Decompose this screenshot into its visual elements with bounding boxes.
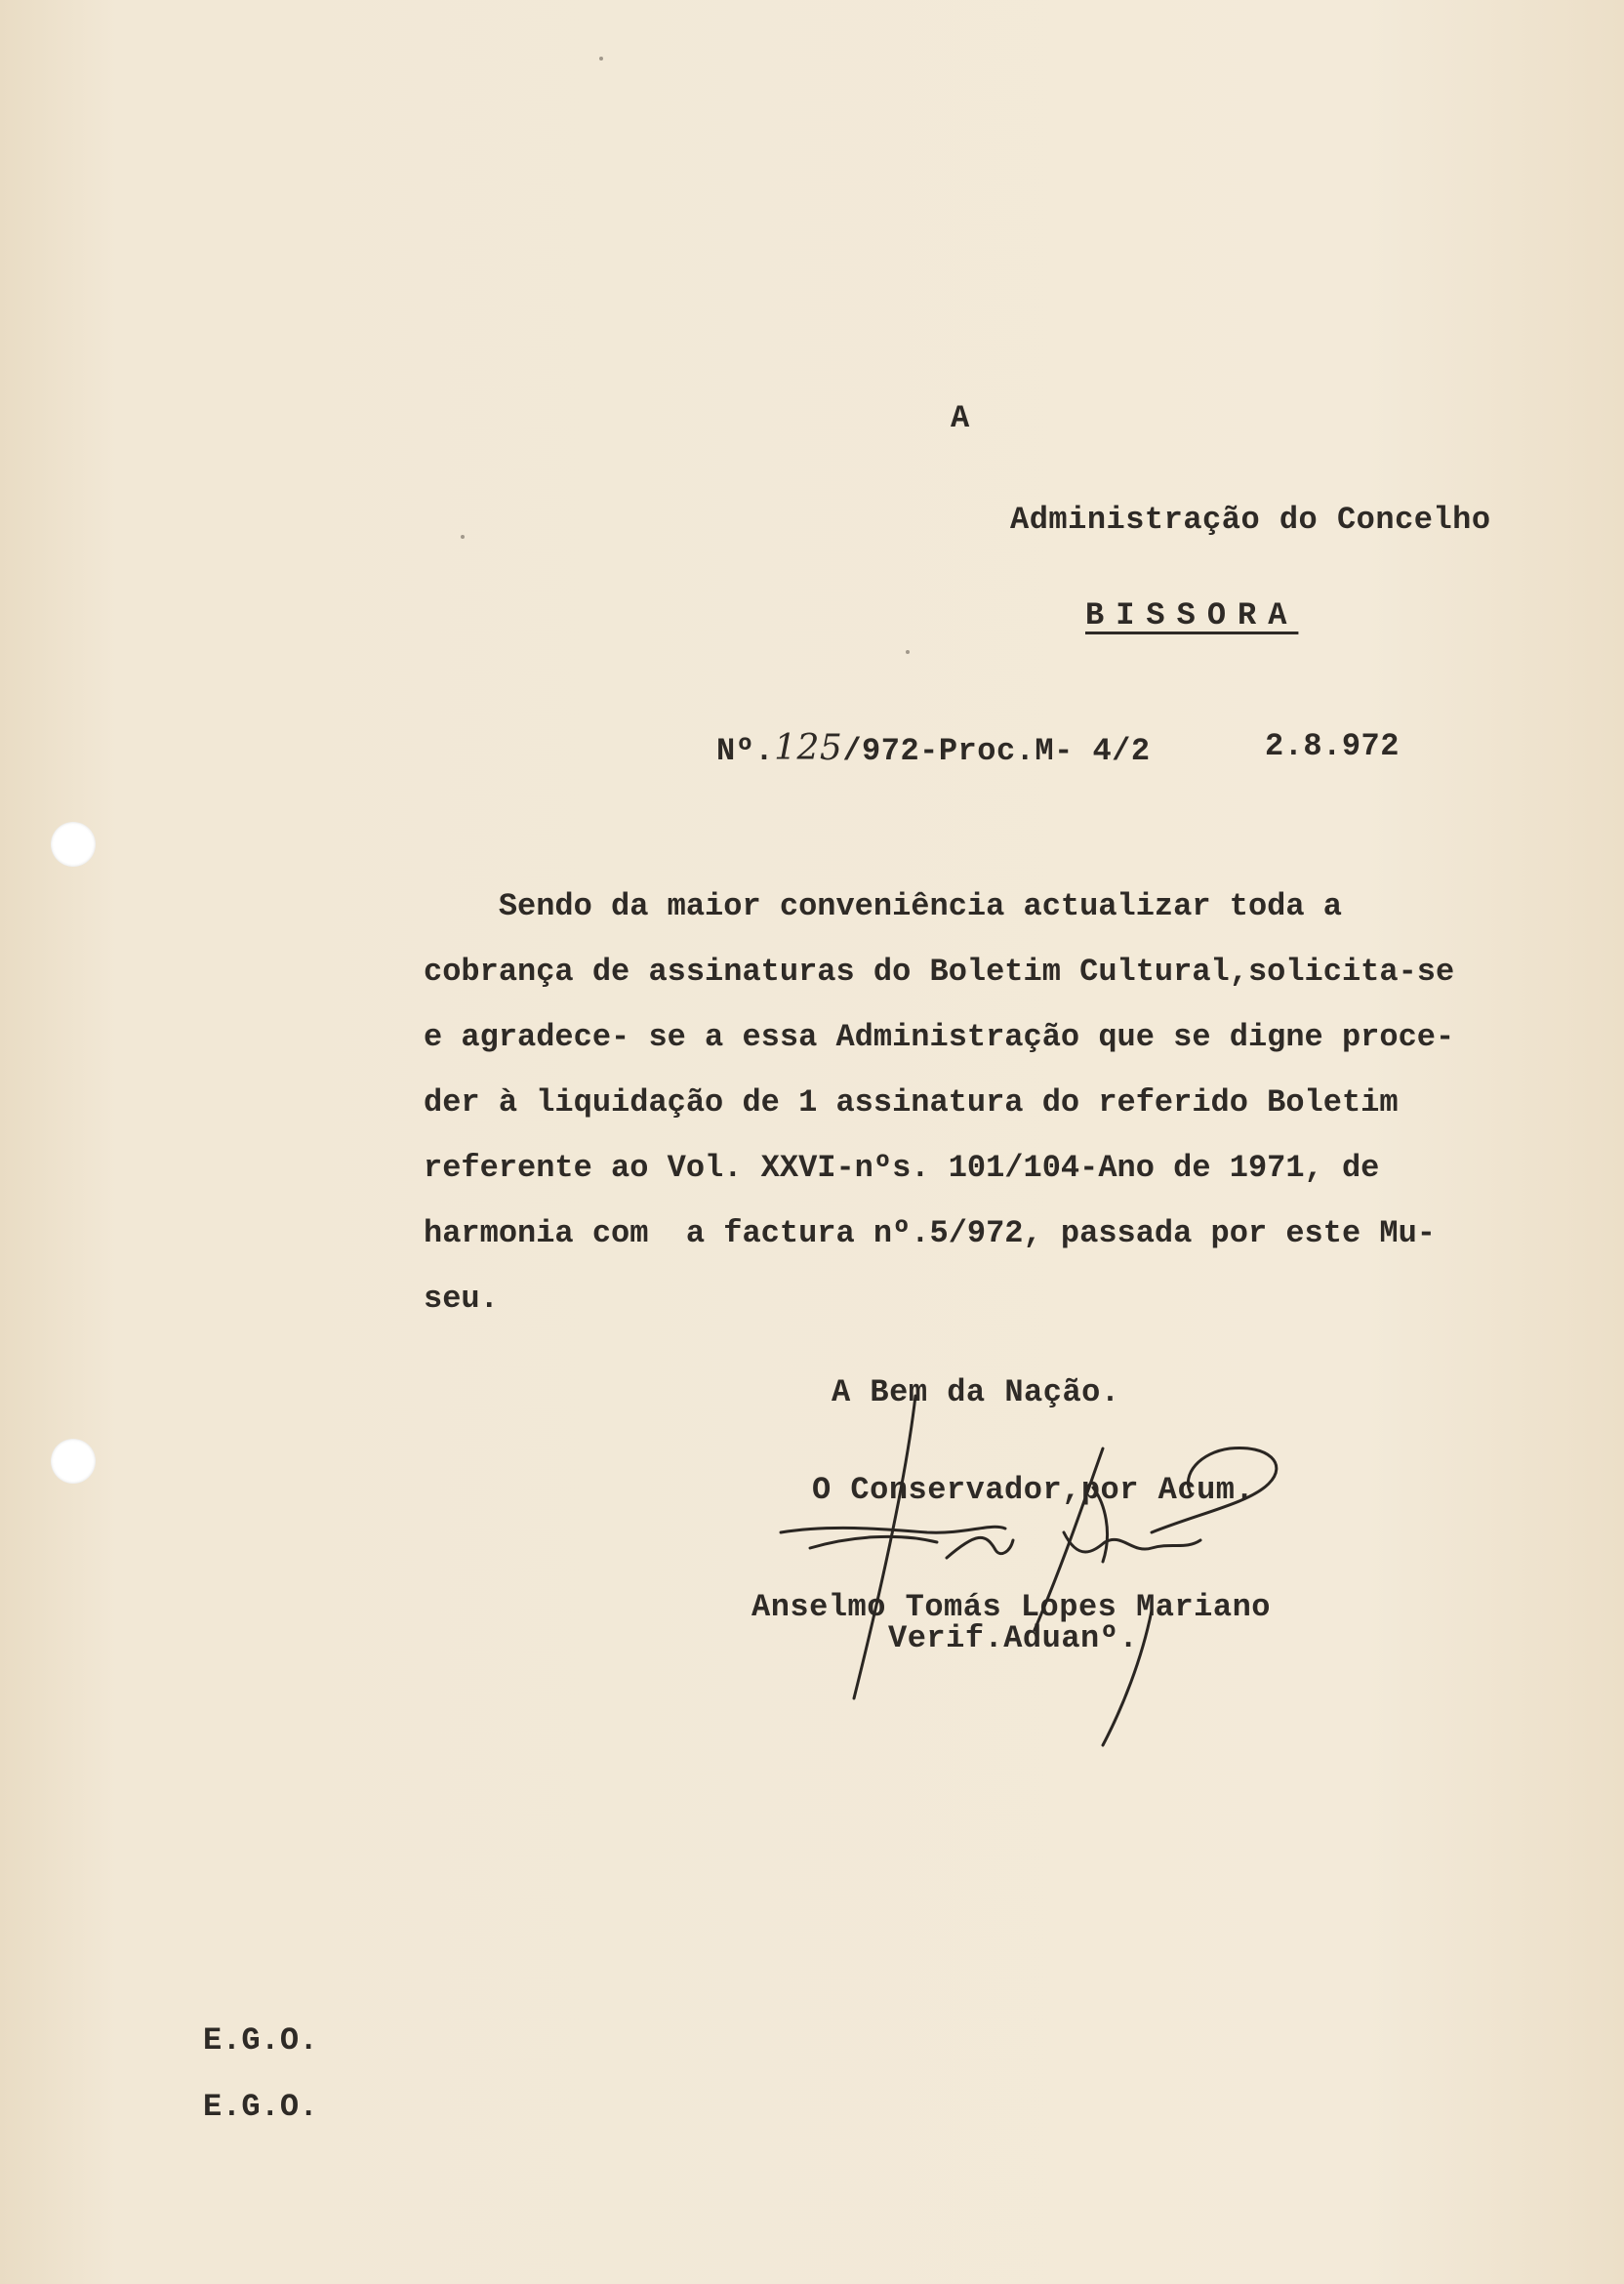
handwritten-signature: [742, 1386, 1327, 1757]
signer-name: Anselmo Tomás Lopes Mariano: [751, 1589, 1271, 1625]
punch-hole: [51, 822, 96, 867]
body-line: seu.: [424, 1281, 499, 1317]
paper-speck: [906, 650, 910, 654]
body-line: referente ao Vol. XXVI-nºs. 101/104-Ano de 1971, de: [424, 1150, 1380, 1186]
body-line: Sendo da maior conveniência actualizar toda a: [424, 888, 1342, 924]
recipient-name: Administração do Concelho: [1010, 502, 1491, 538]
footer-initials: E.G.O.: [203, 2022, 319, 2059]
recipient-place: BISSORA: [1085, 597, 1299, 633]
letter-date: 2.8.972: [1265, 728, 1400, 764]
punch-hole: [51, 1439, 96, 1484]
reference-suffix: /972-Proc.M- 4/2: [842, 733, 1151, 769]
body-line: der à liquidação de 1 assinatura do referido Boletim: [424, 1084, 1399, 1121]
reference-handwritten-number: 125: [774, 728, 843, 768]
paper-speck: [599, 57, 603, 61]
closing-salutation: A Bem da Nação.: [832, 1374, 1120, 1410]
reference-number: [716, 728, 1151, 769]
address-prefix: A: [951, 400, 970, 436]
body-line: cobrança de assinaturas do Boletim Cultural,solicita-se: [424, 954, 1455, 990]
reference-prefix: Nº.: [716, 733, 775, 769]
footer-initials: E.G.O.: [203, 2089, 319, 2125]
signer-title: Verif.Aduanº.: [888, 1620, 1139, 1656]
paper-speck: [461, 535, 465, 539]
signer-role: O Conservador,por Acum.: [812, 1472, 1255, 1508]
body-line: e agradece- se a essa Administração que se digne proce-: [424, 1019, 1455, 1055]
body-line: harmonia com a factura nº.5/972, passada por este Mu-: [424, 1215, 1436, 1251]
